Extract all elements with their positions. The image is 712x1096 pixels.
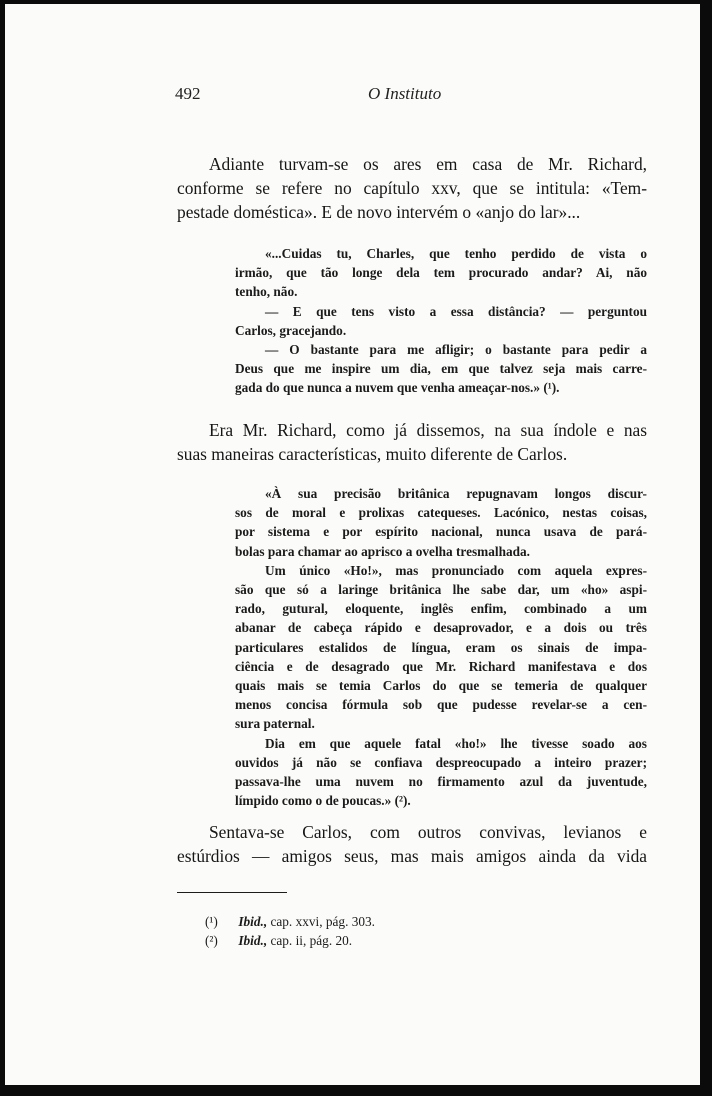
text-line: pestade doméstica». E de novo intervém o «anjo do lar»... (177, 202, 581, 222)
block-quote-2 (235, 484, 647, 810)
quote-line: «...Cuidas tu, Charles, que tenho perdido de vista o (265, 246, 647, 261)
quote-line: gada do que nunca a nuvem que venha ameaçar-nos.» (¹). (235, 380, 560, 396)
footnote-reference: cap. ii, pág. 20. (270, 933, 353, 948)
footnote-source: Ibid., (238, 933, 268, 948)
footnote-2 (205, 931, 625, 950)
quote-line: abanar de cabeça rápido e desaprovador, e a dois ou três (235, 620, 647, 636)
footnote-reference: cap. xxvi, pág. 303. (270, 914, 375, 929)
text-line: estúrdios — amigos seus, mas mais amigos ainda da vida (177, 846, 647, 866)
quote-line: «À sua precisão britânica repugnavam longos discur- (265, 486, 647, 501)
quote-line: Deus que me inspire um dia, em que talvez seja mais carre- (235, 361, 647, 377)
page-number: 492 (175, 84, 201, 103)
quote-line: particulares estalidos de língua, eram os sinais de impa- (235, 639, 647, 655)
quote-line: menos concisa fórmula sob que pudesse revelar-se a cen- (235, 697, 647, 713)
quote-line: — O bastante para me afligir; o bastante para pedir a (265, 342, 647, 358)
quote-line: ouvidos já não se confiava despreocupado a inteiro prazer; (235, 754, 647, 770)
block-quote-1 (235, 244, 647, 398)
quote-line: são que só a laringe britânica lhe sabe dar, um «ho» aspi- (235, 582, 647, 598)
quote-line: sura paternal. (235, 716, 315, 732)
quote-line: — E que tens visto a essa distância? — perguntou (265, 303, 647, 319)
page-header (175, 84, 655, 108)
text-line: Sentava-se Carlos, com outros convivas, levianos e (209, 822, 647, 842)
quote-line: sos de moral e prolixas catequeses. Lacónico, nestas coisas, (235, 505, 647, 521)
quote-line: irmão, que tão longe dela tem procurado andar? Ai, não (235, 265, 647, 281)
footnote-mark: (²) (205, 933, 218, 948)
quote-line: Um único «Ho!», mas pronunciado com aquela expres- (265, 562, 647, 578)
paragraph-2 (177, 418, 647, 466)
quote-line: bolas para chamar ao aprisco a ovelha tresmalhada. (235, 543, 530, 559)
text-line: Adiante turvam-se os ares em casa de Mr. Richard, (209, 154, 647, 174)
text-line: suas maneiras características, muito diferente de Carlos. (177, 444, 568, 464)
footnote-source: Ibid., (238, 914, 268, 929)
footnotes (205, 912, 625, 950)
quote-line: Dia em que aquele fatal «ho!» lhe tivesse soado aos (265, 735, 647, 751)
text-line: Era Mr. Richard, como já dissemos, na sua índole e nas (209, 420, 647, 440)
quote-line: rado, gutural, eloquente, inglês enfim, combinado a um (235, 601, 647, 617)
text-line: conforme se refere no capítulo xxv, que se intitula: «Tem- (177, 178, 647, 198)
quote-line: quais mais se temia Carlos do que se temeria de qualquer (235, 678, 647, 694)
quote-line: ciência e de desagrado que Mr. Richard manifestava e dos (235, 658, 647, 674)
quote-line: límpido como o de poucas.» (²). (235, 793, 411, 809)
quote-line: Carlos, gracejando. (235, 322, 347, 338)
footnote-mark: (¹) (205, 914, 218, 929)
paragraph-1 (177, 152, 647, 224)
footnote-1 (205, 912, 625, 931)
running-title: O Instituto (368, 84, 442, 103)
footnote-divider (177, 892, 287, 893)
quote-line: passava-lhe uma nuvem no firmamento azul da juventude, (235, 774, 647, 790)
paragraph-3 (177, 820, 647, 868)
quote-line: por sistema e por espírito nacional, nunca usava de pará- (235, 524, 647, 540)
quote-line: tenho, não. (235, 284, 298, 300)
